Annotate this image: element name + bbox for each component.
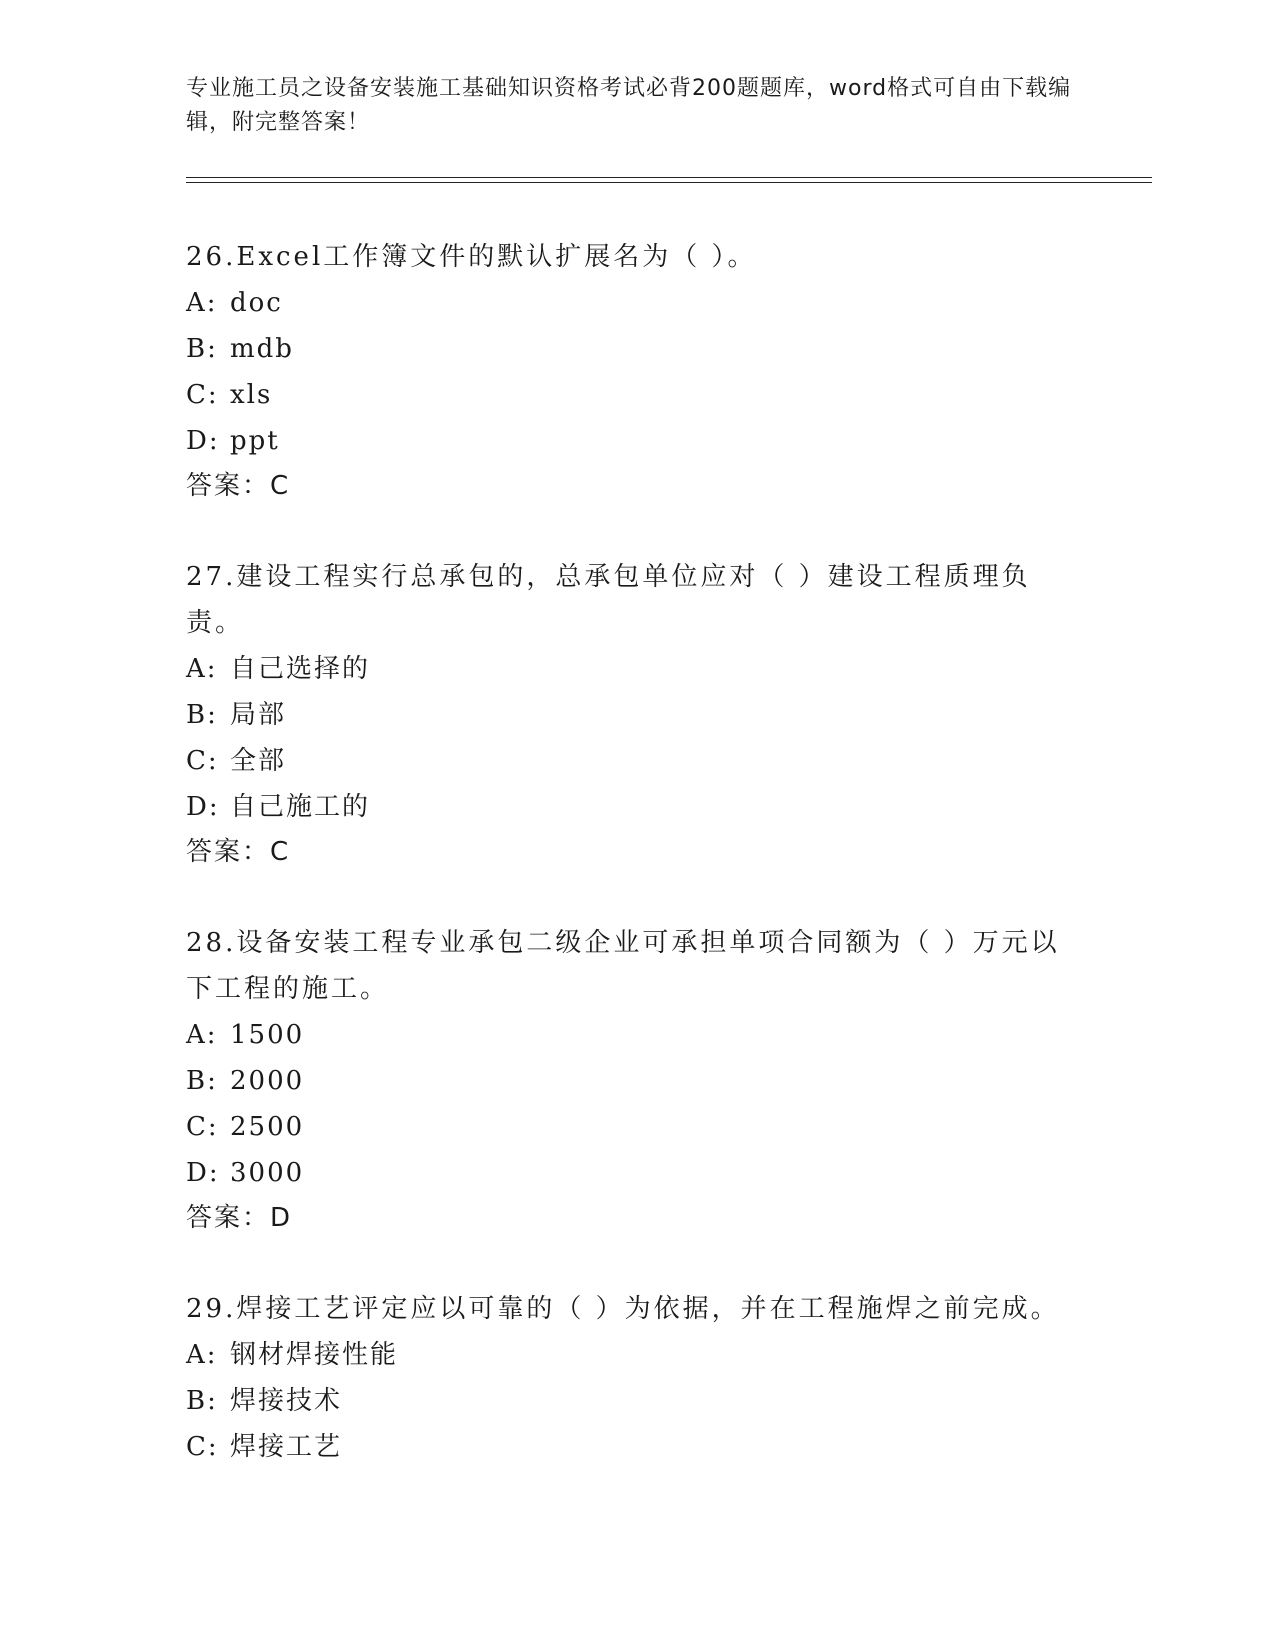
option-key: B: xyxy=(186,700,218,730)
option-key: A: xyxy=(186,288,218,318)
option-key: A: xyxy=(186,1020,218,1050)
option-b xyxy=(186,1058,1066,1104)
option-text: xls xyxy=(230,380,273,410)
option-c xyxy=(186,1424,1066,1470)
option-key: B: xyxy=(186,1066,218,1096)
option-b xyxy=(186,326,1066,372)
header-rule-bottom xyxy=(186,182,1152,183)
option-text: ppt xyxy=(230,426,280,456)
option-a xyxy=(186,646,1066,692)
answer-value: C xyxy=(270,471,291,501)
answer-value: D xyxy=(270,1203,293,1233)
question-stem: 27.建设工程实行总承包的，总承包单位应对（ ）建设工程质理负责。 xyxy=(186,562,1031,638)
option-b xyxy=(186,1378,1066,1424)
option-key: C: xyxy=(186,380,219,410)
answer-label: 答案： xyxy=(186,1203,271,1233)
option-a xyxy=(186,280,1066,326)
option-text: 局部 xyxy=(230,700,287,730)
question-29 xyxy=(186,1286,1066,1470)
option-text: 自己选择的 xyxy=(230,654,371,684)
option-d xyxy=(186,784,1066,830)
answer-line xyxy=(186,1196,1066,1240)
option-b xyxy=(186,692,1066,738)
option-key: A: xyxy=(186,1340,218,1370)
question-stem: 29.焊接工艺评定应以可靠的（ ）为依据，并在工程施焊之前完成。 xyxy=(186,1294,1060,1324)
option-d xyxy=(186,418,1066,464)
option-key: D: xyxy=(186,426,220,456)
option-c xyxy=(186,372,1066,418)
option-text: 焊接工艺 xyxy=(230,1432,343,1462)
answer-label: 答案： xyxy=(186,837,271,867)
option-key: D: xyxy=(186,792,220,822)
option-text: 2500 xyxy=(230,1112,305,1142)
option-a xyxy=(186,1332,1066,1378)
option-text: 1500 xyxy=(230,1020,305,1050)
option-text: 全部 xyxy=(230,746,287,776)
answer-label: 答案： xyxy=(186,471,271,501)
option-text: 2000 xyxy=(230,1066,305,1096)
option-key: B: xyxy=(186,334,218,364)
answer-line xyxy=(186,830,1066,874)
question-27 xyxy=(186,554,1066,874)
question-stem: 28.设备安装工程专业承包二级企业可承担单项合同额为（ ）万元以下工程的施工。 xyxy=(186,928,1060,1004)
option-key: A: xyxy=(186,654,218,684)
option-text: 3000 xyxy=(230,1158,305,1188)
option-text: 自己施工的 xyxy=(230,792,371,822)
option-text: 焊接技术 xyxy=(230,1386,343,1416)
question-stem: 26.Excel工作簿文件的默认扩展名为（ ）。 xyxy=(186,242,757,272)
option-text: 钢材焊接性能 xyxy=(230,1340,399,1370)
option-c xyxy=(186,738,1066,784)
answer-line xyxy=(186,464,1066,508)
option-key: C: xyxy=(186,746,219,776)
option-a xyxy=(186,1012,1066,1058)
question-28 xyxy=(186,920,1066,1240)
option-c xyxy=(186,1104,1066,1150)
question-26 xyxy=(186,234,1066,508)
option-d xyxy=(186,1150,1066,1196)
option-key: D: xyxy=(186,1158,220,1188)
option-key: B: xyxy=(186,1386,218,1416)
option-text: doc xyxy=(230,288,283,318)
option-key: C: xyxy=(186,1112,219,1142)
option-key: C: xyxy=(186,1432,219,1462)
document-header: 专业施工员之设备安装施工基础知识资格考试必背200题题库，word格式可自由下载编辑，附完整答案！ xyxy=(186,76,1072,135)
header-rule-top xyxy=(186,177,1152,178)
answer-value: C xyxy=(270,837,291,867)
option-text: mdb xyxy=(230,334,294,364)
